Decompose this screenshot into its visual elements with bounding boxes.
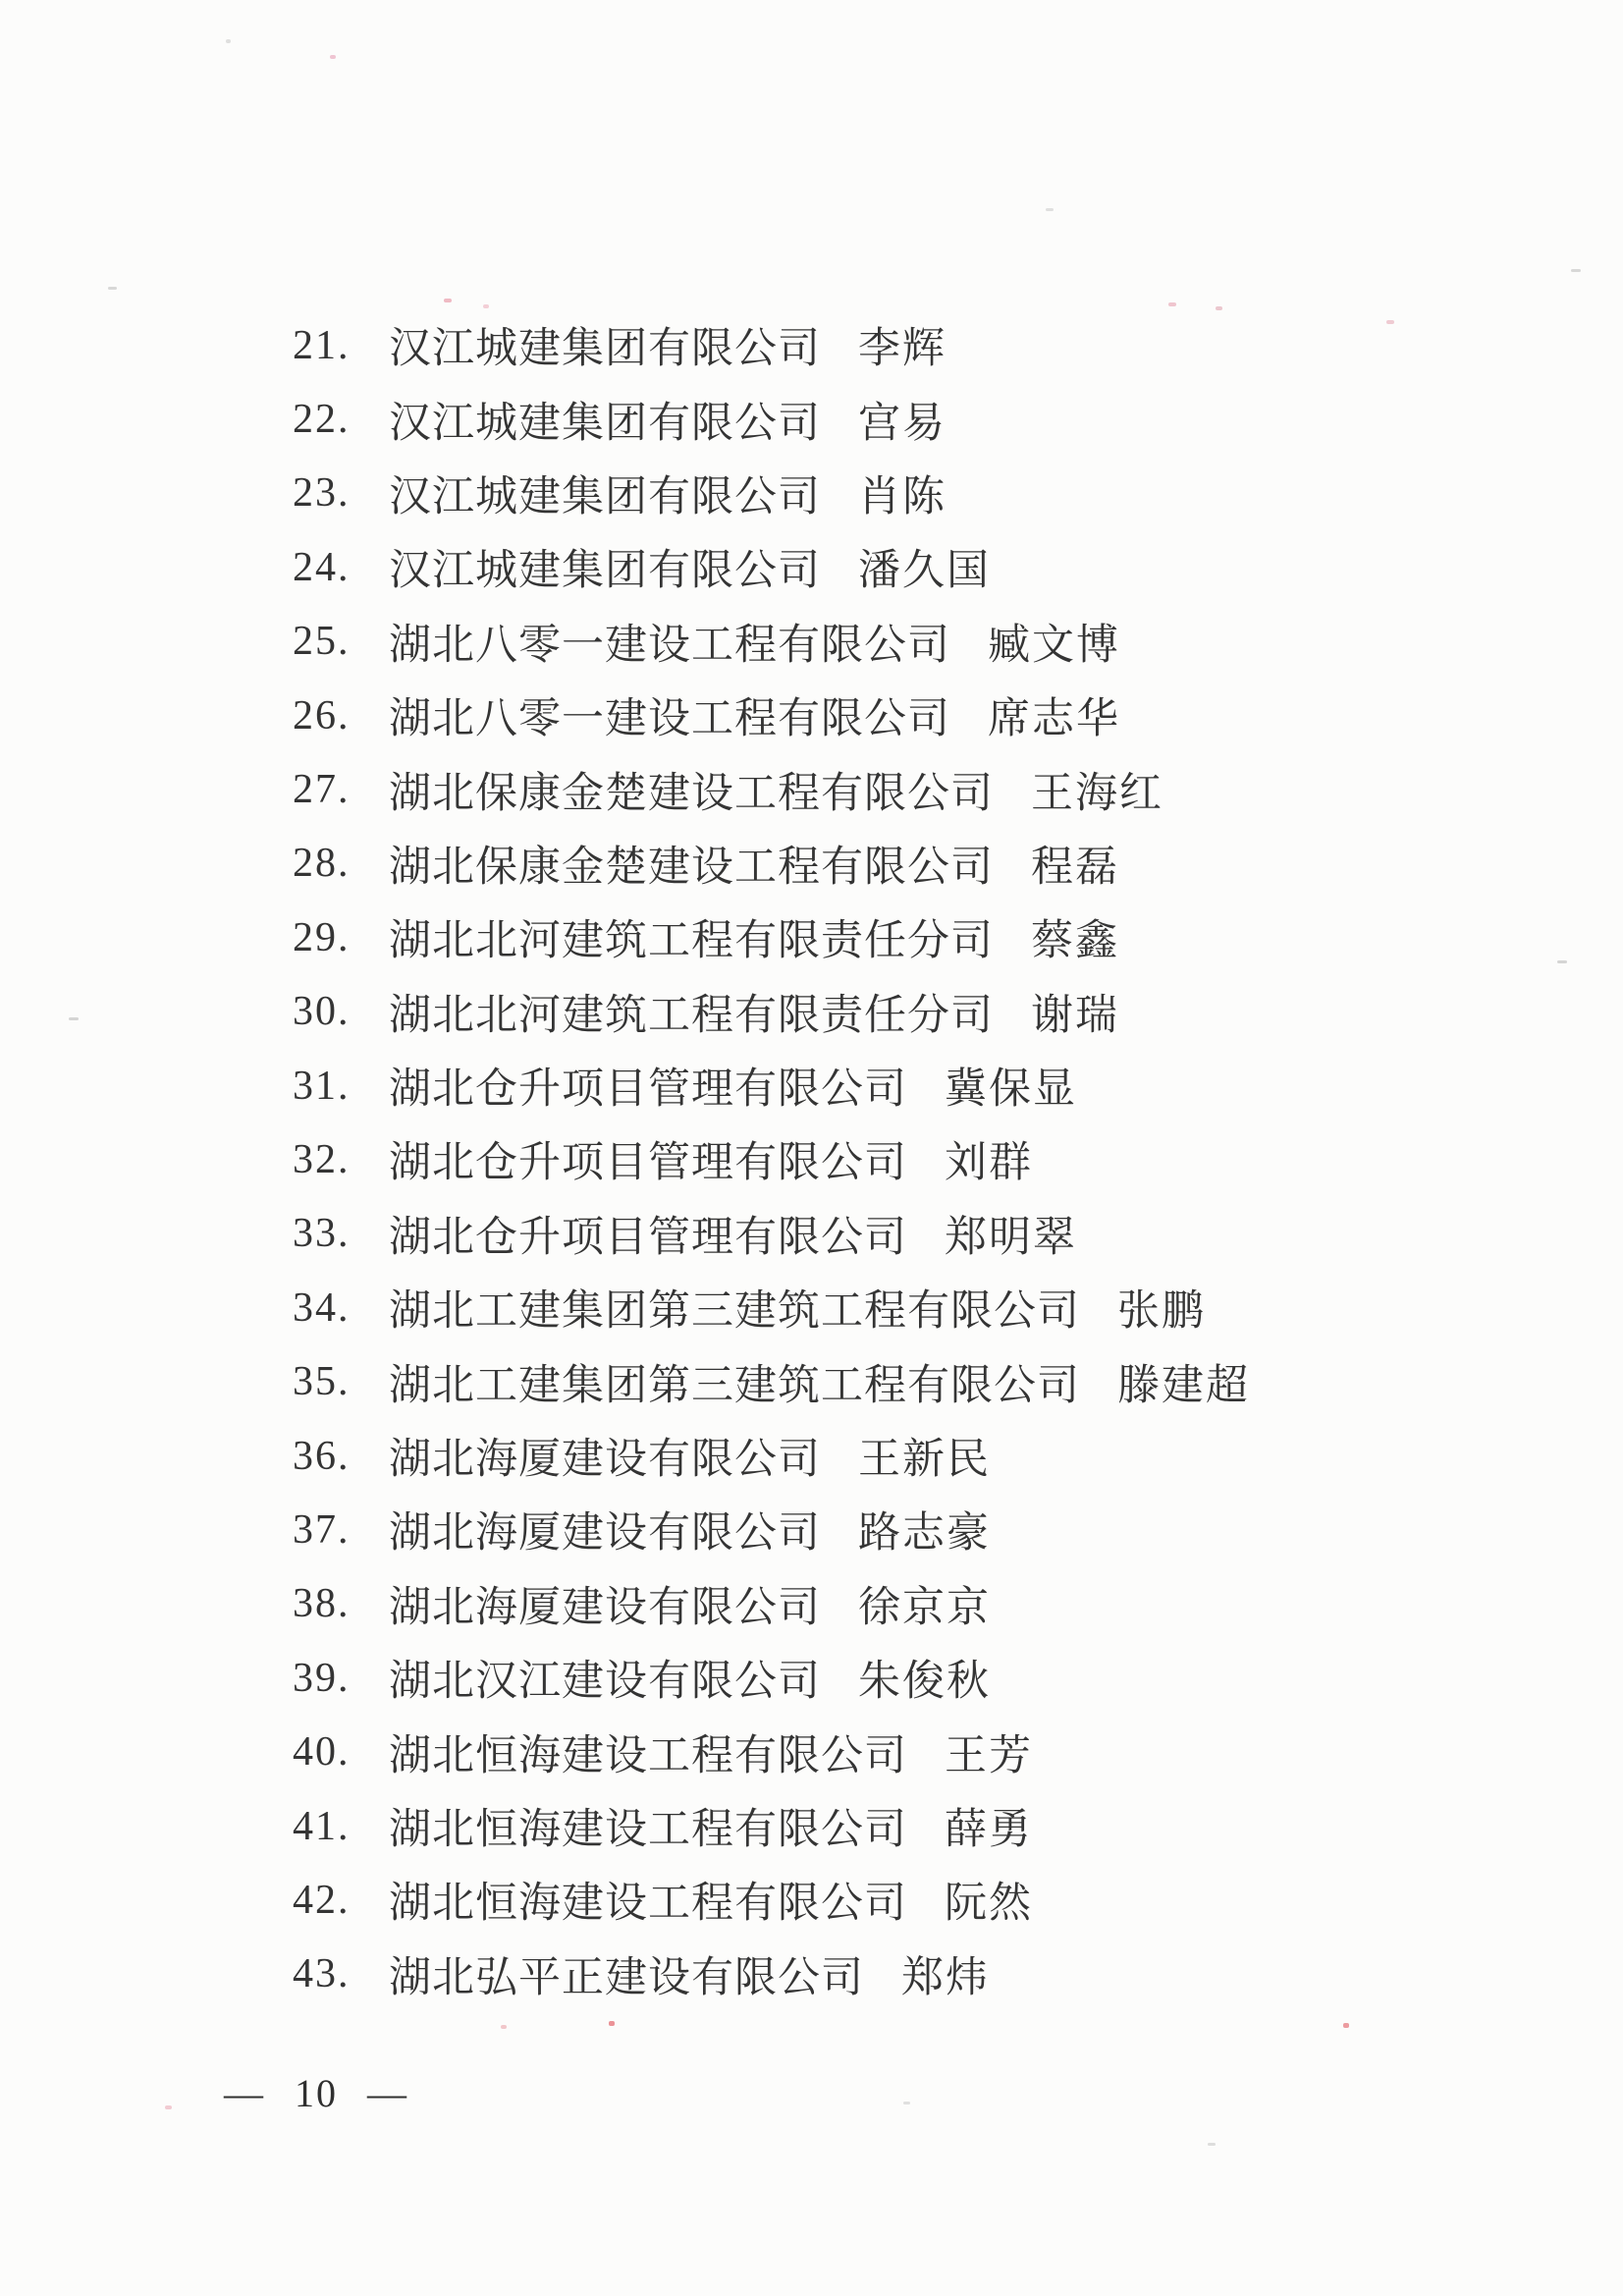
item-number: 31. xyxy=(293,1063,351,1109)
scan-speck xyxy=(1343,2023,1349,2028)
person-name: 朱俊秋 xyxy=(858,1659,991,1706)
item-number: 27. xyxy=(293,767,351,813)
item-number: 39. xyxy=(293,1655,351,1701)
company-name: 湖北弘平正建设有限公司 xyxy=(389,1954,864,2001)
scan-speck xyxy=(609,2021,615,2026)
person-name: 李辉 xyxy=(858,326,947,373)
list-item xyxy=(293,1344,1250,1418)
list-item xyxy=(293,1271,1250,1344)
list-item xyxy=(293,1863,1250,1937)
list-item xyxy=(293,530,1250,604)
item-number: 34. xyxy=(293,1285,351,1331)
person-name: 滕建超 xyxy=(1117,1362,1250,1409)
person-name: 潘久国 xyxy=(858,548,991,595)
list-item xyxy=(293,457,1250,530)
company-name: 湖北恒海建设工程有限公司 xyxy=(389,1807,907,1853)
scan-speck xyxy=(483,304,489,308)
list-item xyxy=(293,308,1250,382)
scan-speck xyxy=(330,55,336,59)
company-name: 湖北工建集团第三建筑工程有限公司 xyxy=(389,1288,1080,1336)
item-number: 33. xyxy=(293,1211,351,1257)
person-name: 宫易 xyxy=(858,400,947,447)
person-name: 程磊 xyxy=(1031,844,1119,891)
list-item xyxy=(293,752,1250,826)
company-name: 湖北八零一建设工程有限公司 xyxy=(389,622,950,669)
list-item xyxy=(293,1789,1250,1863)
scan-speck xyxy=(226,39,231,43)
person-name: 王海红 xyxy=(1031,770,1163,817)
person-name: 郑明翠 xyxy=(945,1214,1077,1261)
item-number: 32. xyxy=(293,1136,351,1182)
item-number: 40. xyxy=(293,1729,351,1776)
company-name: 汉江城建集团有限公司 xyxy=(389,400,821,447)
company-name: 湖北保康金楚建设工程有限公司 xyxy=(389,844,994,891)
scan-speck xyxy=(69,1017,79,1020)
item-number: 35. xyxy=(293,1359,351,1405)
person-name: 阮然 xyxy=(945,1881,1033,1928)
item-number: 22. xyxy=(293,397,351,443)
person-name: 郑炜 xyxy=(901,1954,990,2001)
list-item xyxy=(293,1197,1250,1271)
scan-speck xyxy=(1208,2143,1216,2146)
scan-speck xyxy=(1557,960,1567,963)
item-number: 29. xyxy=(293,914,351,960)
company-name: 湖北仓升项目管理有限公司 xyxy=(389,1214,907,1261)
company-name: 湖北海厦建设有限公司 xyxy=(389,1584,821,1631)
company-name: 湖北恒海建设工程有限公司 xyxy=(389,1732,907,1779)
list-item xyxy=(293,1049,1250,1122)
scan-speck xyxy=(1168,302,1176,306)
list-item xyxy=(293,1938,1250,2011)
person-name: 刘群 xyxy=(945,1140,1033,1187)
company-name: 湖北工建集团第三建筑工程有限公司 xyxy=(389,1362,1080,1409)
person-name: 谢瑞 xyxy=(1031,992,1119,1039)
list-item xyxy=(293,901,1250,974)
list-item xyxy=(293,827,1250,901)
list-item xyxy=(293,382,1250,456)
scan-speck xyxy=(1046,208,1054,211)
person-name: 王芳 xyxy=(945,1732,1033,1779)
item-number: 37. xyxy=(293,1506,351,1553)
list-item xyxy=(293,1122,1250,1196)
person-name: 张鹏 xyxy=(1117,1288,1206,1336)
person-name: 蔡鑫 xyxy=(1031,918,1119,965)
item-number: 36. xyxy=(293,1433,351,1479)
item-number: 41. xyxy=(293,1803,351,1849)
list-item xyxy=(293,1641,1250,1715)
item-number: 38. xyxy=(293,1581,351,1627)
company-name: 湖北海厦建设有限公司 xyxy=(389,1510,821,1558)
item-number: 42. xyxy=(293,1877,351,1923)
scan-speck xyxy=(903,2102,910,2105)
scan-speck xyxy=(444,299,452,302)
company-name: 湖北仓升项目管理有限公司 xyxy=(389,1140,907,1187)
company-name: 湖北恒海建设工程有限公司 xyxy=(389,1881,907,1928)
item-number: 21. xyxy=(293,322,351,368)
company-name: 湖北海厦建设有限公司 xyxy=(389,1437,821,1484)
page-number: — 10 — xyxy=(224,2071,408,2115)
company-name: 汉江城建集团有限公司 xyxy=(389,326,821,373)
scan-speck xyxy=(165,2105,172,2109)
person-name: 肖陈 xyxy=(858,473,947,520)
person-name: 臧文博 xyxy=(988,622,1120,669)
company-name: 湖北保康金楚建设工程有限公司 xyxy=(389,770,994,817)
scan-speck xyxy=(1386,320,1394,324)
scan-speck xyxy=(1216,306,1222,310)
company-name: 湖北仓升项目管理有限公司 xyxy=(389,1066,907,1114)
list-item xyxy=(293,1493,1250,1566)
person-name: 徐京京 xyxy=(858,1584,991,1631)
list-item xyxy=(293,1567,1250,1641)
item-number: 23. xyxy=(293,470,351,517)
scan-speck xyxy=(1571,269,1581,272)
item-number: 24. xyxy=(293,544,351,590)
item-number: 30. xyxy=(293,989,351,1035)
company-name: 汉江城建集团有限公司 xyxy=(389,473,821,520)
person-name: 席志华 xyxy=(988,696,1120,743)
company-name: 湖北北河建筑工程有限责任分司 xyxy=(389,992,994,1039)
person-name: 王新民 xyxy=(858,1437,991,1484)
roster xyxy=(293,308,1250,2011)
scan-speck xyxy=(108,287,117,290)
list-item xyxy=(293,1715,1250,1788)
item-number: 43. xyxy=(293,1951,351,1997)
item-number: 28. xyxy=(293,841,351,887)
list-item xyxy=(293,1419,1250,1493)
person-name: 路志豪 xyxy=(858,1510,991,1558)
company-name: 汉江城建集团有限公司 xyxy=(389,548,821,595)
list-item xyxy=(293,679,1250,752)
company-name: 湖北汉江建设有限公司 xyxy=(389,1659,821,1706)
company-name: 湖北八零一建设工程有限公司 xyxy=(389,696,950,743)
item-number: 25. xyxy=(293,619,351,665)
company-name: 湖北北河建筑工程有限责任分司 xyxy=(389,918,994,965)
scan-speck xyxy=(501,2025,507,2029)
person-name: 冀保显 xyxy=(945,1066,1077,1114)
item-number: 26. xyxy=(293,692,351,738)
person-name: 薛勇 xyxy=(945,1807,1033,1853)
list-item xyxy=(293,605,1250,679)
list-item xyxy=(293,975,1250,1049)
